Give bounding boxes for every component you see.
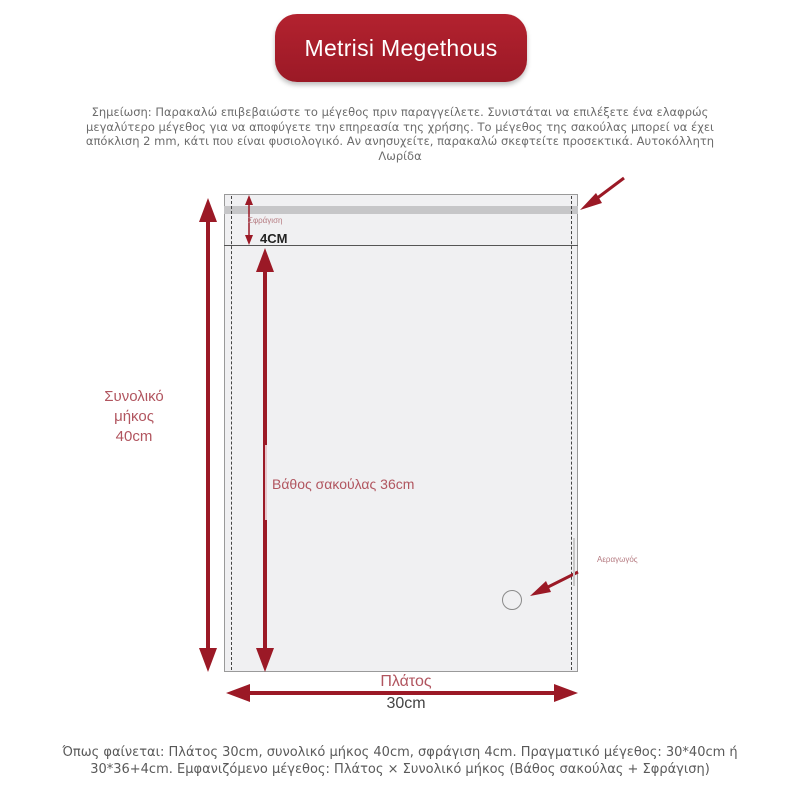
seal-label: Σφράγιση — [248, 216, 283, 225]
size-note: Σημείωση: Παρακαλώ επιβεβαιώστε το μέγεθος πριν παραγγείλετε. Συνιστάται να επιλέξετε ένα ελαφρώς μεγαλύτερο μέγεθος για να αποφύγετε την επηρεασία της χρήσης. Το μέγεθος της σακούλας μπορεί να έχει απόκλιση 2 mm, κάτι που είναι φυσιολογικό. Αν ανησυχείτε, παρακαλώ σκεφτείτε προσεκτικά. Αυτοκόλλητη Λωρίδα — [85, 105, 715, 163]
air-vent-pointer-arrow — [530, 572, 578, 596]
page-title: Metrisi Megethous — [304, 34, 498, 61]
total-length-label: Συνολικό μήκος 40cm — [104, 388, 164, 445]
footer-description: Όπως φαίνεται: Πλάτος 30cm, συνολικό μήκος 40cm, σφράγιση 4cm. Πραγματικό μέγεθος: 30*40cm ή 30*36+4cm. Εμφανιζόμενο μέγεθος: Πλάτος × Συνολικό μήκος (Βάθος σακούλας + Σφράγιση) — [62, 745, 738, 777]
width-value-label: 30cm — [386, 695, 426, 712]
width-label: Πλάτος — [380, 673, 432, 690]
total-length-arrow — [199, 198, 217, 672]
air-vent-label: Αεραγωγός — [597, 555, 638, 564]
bag-depth-label: Βάθος σακούλας 36cm — [272, 476, 415, 492]
seal-size-label: 4CM — [260, 231, 288, 246]
strip-pointer-arrow — [580, 178, 624, 210]
